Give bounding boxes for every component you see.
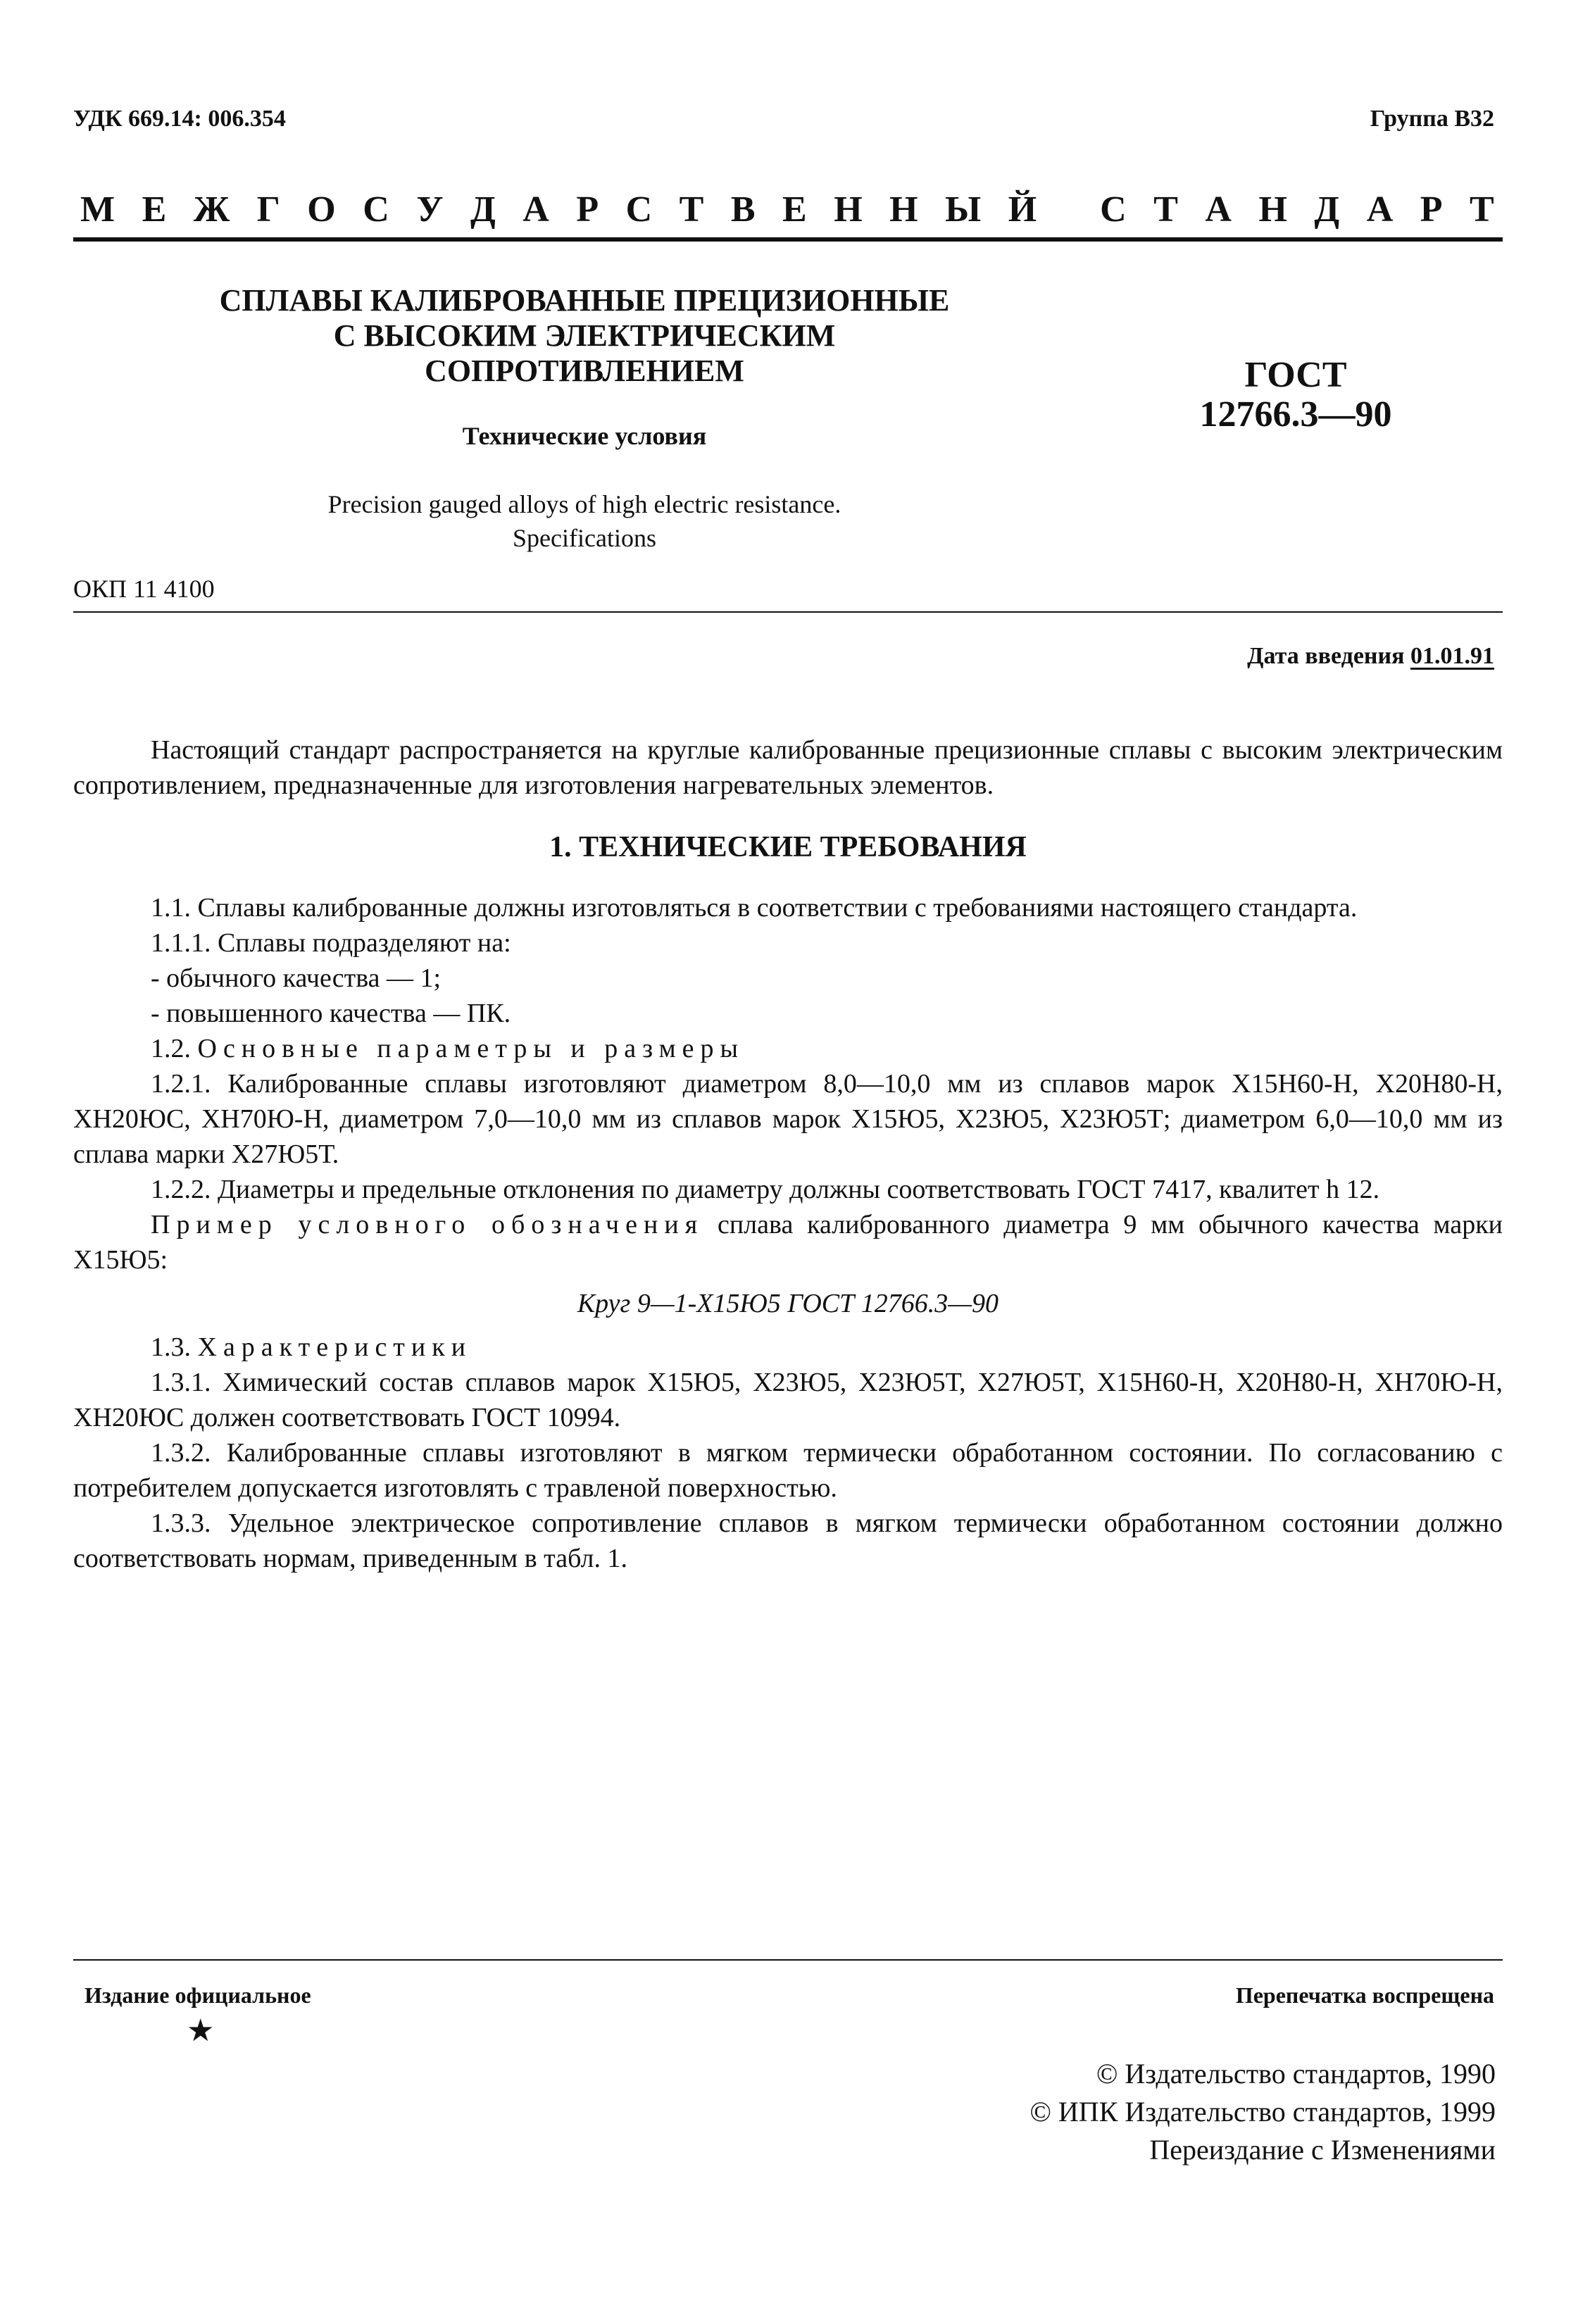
document-subtitle: Технические условия [462, 422, 707, 450]
heading-letter: Т [679, 189, 704, 230]
heading-letter: Т [1153, 189, 1178, 230]
document-body [73, 732, 1503, 1576]
heading-letter: Д [1314, 189, 1340, 230]
title-line-3: СОПРОТИВЛЕНИЕМ [425, 354, 744, 388]
heading-letter: Т [1470, 189, 1494, 230]
gost-label: ГОСТ [1244, 355, 1347, 395]
clause-1-3-2: 1.3.2. Калиброванные сплавы изготовляют в мягком термически обработанном состоянии. По согласованию с потребителем допускается изготовлять с травленой поверхностью. [73, 1438, 1503, 1503]
heading-letter: Ж [193, 189, 230, 230]
clause-1-2-2: 1.2.2. Диаметры и предельные отклонения по диаметру должны соответствовать ГОСТ 7417, квалитет h 12. [151, 1175, 1380, 1204]
copyright-line-2: © ИПК Издательство стандартов, 1999 [1029, 2096, 1496, 2128]
english-title [169, 487, 1000, 555]
english-title-line-2: Specifications [513, 524, 656, 552]
heading-letter: У [416, 189, 444, 230]
gost-number: 12766.3—90 [1199, 394, 1392, 435]
heading-letter: Е [782, 189, 807, 230]
okp-rule [73, 611, 1503, 613]
english-title-line-1: Precision gauged alloys of high electric resistance. [327, 490, 841, 518]
clause-1-2-heading [73, 1031, 1503, 1066]
example-label: Пример условного обозначения [151, 1210, 704, 1239]
heading-letter: М [80, 189, 115, 230]
clause-number: 1.3. [151, 1332, 191, 1362]
title-line-1: СПЛАВЫ КАЛИБРОВАННЫЕ ПРЕЦИЗИОННЫЕ [219, 283, 950, 318]
heading-letter: Е [142, 189, 167, 230]
clause-number: 1.2. [151, 1034, 191, 1063]
heading-letter: Р [576, 189, 599, 230]
clause-1-3-heading [73, 1330, 1503, 1365]
copyright-line-1: © Издательство стандартов, 1990 [1096, 2058, 1496, 2089]
reprint-prohibited-label: Перепечатка воспрещена [1235, 1982, 1494, 2008]
heading-letter: С [1100, 189, 1127, 230]
title-line-2: С ВЫСОКИМ ЭЛЕКТРИЧЕСКИМ [333, 318, 836, 353]
okp-code: ОКП 11 4100 [73, 575, 215, 603]
clause-heading: Характеристики [197, 1332, 472, 1362]
date-label: Дата введения [1247, 643, 1405, 669]
example-text: сплава калиброванного диаметра 9 мм обычного качества марки Х15Ю5: [73, 1210, 1503, 1275]
heading-letter: А [1205, 189, 1232, 230]
copyright-block [791, 2055, 1496, 2169]
heading-letter: А [522, 189, 549, 230]
intro-paragraph: Настоящий стандарт распространяется на круглые калиброванные прецизионные сплавы с высоким электрическим сопротивлением, предназначенные для изготовления нагревательных элементов. [73, 735, 1503, 800]
heading-letter [1064, 189, 1073, 230]
heading-letter: С [363, 189, 389, 230]
official-edition-label: Издание официальное [84, 1982, 311, 2008]
clause-1-1-1: 1.1.1. Сплавы подразделяют на: [151, 928, 511, 958]
heading-letter: О [307, 189, 336, 230]
heading-letter: С [625, 189, 653, 230]
standard-type-heading [80, 189, 1494, 230]
heading-letter: Р [1420, 189, 1443, 230]
heading-letter: В [730, 189, 756, 230]
example-designation: Круг 9—1-Х15Ю5 ГОСТ 12766.3—90 [577, 1289, 999, 1318]
list-item: - обычного качества — 1; [151, 963, 442, 993]
clause-1-2-1: 1.2.1. Калиброванные сплавы изготовляют диаметром 8,0—10,0 мм из сплавов марок Х15Н60-Н, Х20Н80-Н, ХН20ЮС, ХН70Ю-Н, диаметром 7,0—10,0 мм из сплавов марок Х15Ю5, Х23Ю5, Х23Ю5Т; диаметром 6,0—10,0 мм из сплава марки Х27Ю5Т. [73, 1069, 1503, 1169]
gost-designation [1183, 356, 1408, 435]
heading-letter: Н [834, 189, 863, 230]
heading-letter: Н [889, 189, 918, 230]
heading-letter: Й [1008, 189, 1037, 230]
heading-letter: Ы [945, 189, 982, 230]
clause-1-3-1: 1.3.1. Химический состав сплавов марок Х15Ю5, Х23Ю5, Х23Ю5Т, Х27Ю5Т, Х15Н60-Н, Х20Н80-Н, ХН70Ю-Н, ХН20ЮС должен соответствовать ГОСТ 10994. [73, 1368, 1503, 1432]
section-title: 1. ТЕХНИЧЕСКИЕ ТРЕБОВАНИЯ [549, 831, 1027, 863]
footer-rule [73, 1959, 1503, 1961]
star-icon: ★ [187, 2013, 215, 2048]
reissue-note: Переиздание с Изменениями [1149, 2134, 1496, 2166]
header-rule [73, 237, 1503, 242]
date-value: 01.01.91 [1410, 643, 1494, 669]
document-title [169, 283, 1000, 389]
clause-1-1: 1.1. Сплавы калиброванные должны изготовляться в соответствии с требованиями настоящего стандарта. [151, 893, 1358, 923]
clause-1-3-3: 1.3.3. Удельное электрическое сопротивление сплавов в мягком термически обработанном состоянии должно соответствовать нормам, приведенным в табл. 1. [73, 1508, 1503, 1573]
heading-letter: Д [470, 189, 496, 230]
udk-code: УДК 669.14: 006.354 [73, 106, 286, 132]
group-code: Группа В32 [1370, 106, 1494, 132]
clause-heading: Основные параметры и размеры [197, 1034, 745, 1063]
heading-letter: А [1366, 189, 1394, 230]
introduction-date [1247, 643, 1494, 670]
heading-letter: Г [256, 189, 280, 230]
heading-letter: Н [1258, 189, 1287, 230]
list-item: - повышенного качества — ПК. [151, 999, 511, 1028]
example-paragraph [73, 1207, 1503, 1277]
